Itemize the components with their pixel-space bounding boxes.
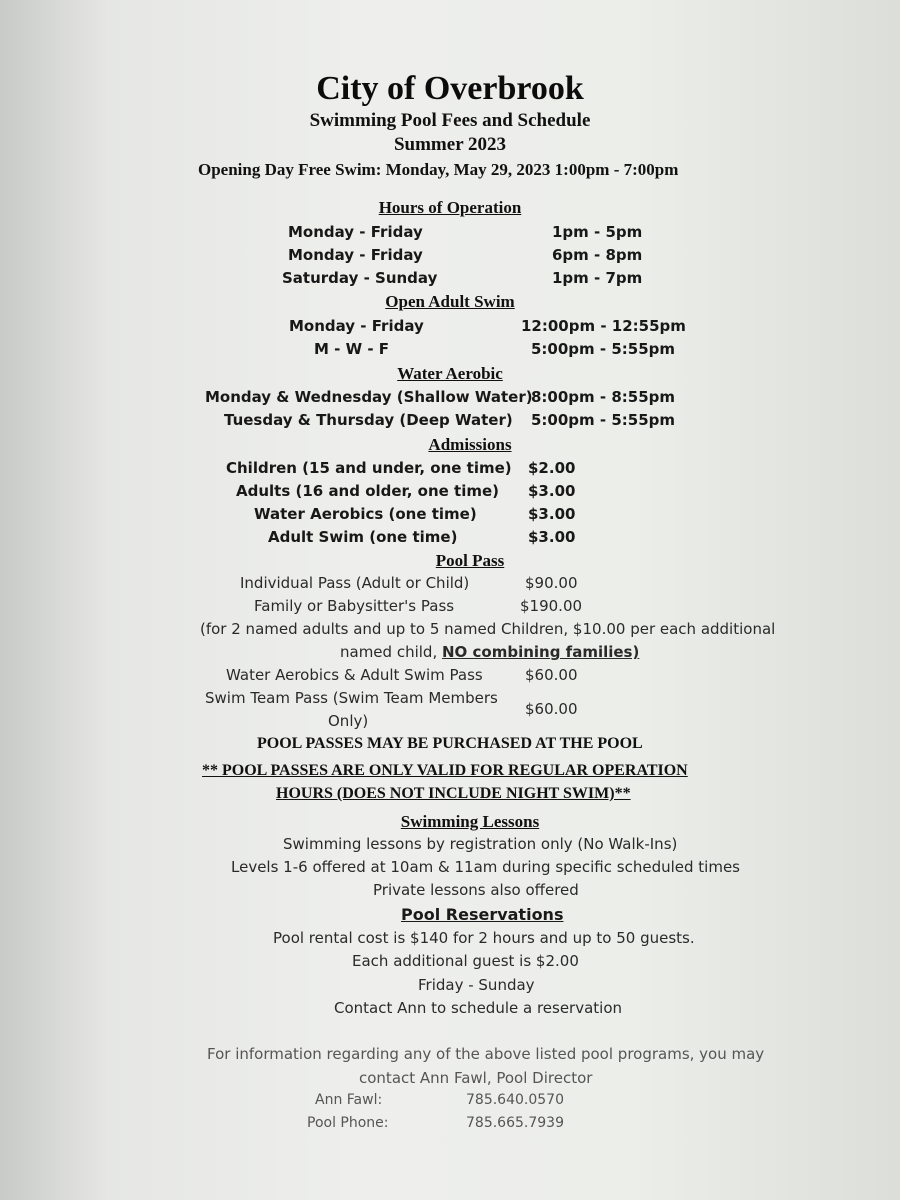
family-pass-label: Family or Babysitter's Pass [254, 597, 455, 615]
aerobic-time-1: 8:00pm - 8:55pm [531, 388, 676, 406]
contact-label-1: Ann Fawl: [315, 1092, 383, 1108]
subtitle-season: Summer 2023 [393, 134, 507, 155]
admissions-heading: Admissions [428, 435, 512, 454]
purchase-notice: POOL PASSES MAY BE PURCHASED AT THE POOL [257, 735, 643, 752]
subtitle-fees: Swimming Pool Fees and Schedule [309, 110, 591, 131]
reservations-line-1: Pool rental cost is $140 for 2 hours and up to 50 guests. [273, 929, 695, 947]
family-pass-price: $190.00 [520, 597, 583, 615]
lessons-line-1: Swimming lessons by registration only (No Walk-Ins) [283, 835, 678, 853]
admission-label-4: Adult Swim (one time) [268, 528, 458, 546]
admission-price-3: $3.00 [528, 505, 576, 523]
individual-pass-price: $90.00 [525, 574, 578, 592]
aerobic-day-1: Monday & Wednesday (Shallow Water) [205, 388, 533, 406]
page-title: City of Overbrook [316, 70, 584, 107]
aerobics-pass-label: Water Aerobics & Adult Swim Pass [226, 666, 483, 684]
admission-label-3: Water Aerobics (one time) [254, 505, 477, 523]
admission-price-1: $2.00 [528, 459, 576, 477]
hours-heading: Hours of Operation [378, 198, 522, 217]
info-line-1: For information regarding any of the above listed pool programs, you may [207, 1045, 765, 1063]
contact-phone-1: 785.640.0570 [466, 1092, 564, 1108]
family-note-emphasis: NO combining families) [441, 643, 640, 661]
team-pass-label-2: Only) [328, 712, 369, 730]
adult-swim-day-2: M - W - F [314, 340, 390, 358]
hours-day-2: Monday - Friday [288, 246, 423, 264]
individual-pass-label: Individual Pass (Adult or Child) [240, 574, 470, 592]
aerobic-day-2: Tuesday & Thursday (Deep Water) [224, 411, 513, 429]
aerobic-time-2: 5:00pm - 5:55pm [531, 411, 676, 429]
validity-notice-1: ** POOL PASSES ARE ONLY VALID FOR REGULAR OPERATION [202, 762, 688, 779]
hours-time-1: 1pm - 5pm [552, 223, 643, 241]
hours-time-2: 6pm - 8pm [552, 246, 643, 264]
admission-label-2: Adults (16 and older, one time) [236, 482, 500, 500]
family-pass-note-1: (for 2 named adults and up to 5 named Children, $10.00 per each additional [200, 620, 776, 638]
contact-phone-2: 785.665.7939 [466, 1115, 564, 1131]
hours-day-3: Saturday - Sunday [282, 269, 438, 287]
info-line-2: contact Ann Fawl, Pool Director [359, 1069, 593, 1087]
reservations-line-4: Contact Ann to schedule a reservation [334, 999, 623, 1017]
admission-label-1: Children (15 and under, one time) [226, 459, 512, 477]
reservations-line-2: Each additional guest is $2.00 [352, 952, 579, 970]
hours-time-3: 1pm - 7pm [552, 269, 643, 287]
aerobic-heading: Water Aerobic [397, 364, 503, 383]
adult-swim-time-2: 5:00pm - 5:55pm [531, 340, 676, 358]
opening-day-line: Opening Day Free Swim: Monday, May 29, 2023 1:00pm - 7:00pm [198, 160, 679, 179]
contact-label-2: Pool Phone: [307, 1115, 389, 1131]
admission-price-2: $3.00 [528, 482, 576, 500]
lessons-heading: Swimming Lessons [400, 812, 540, 831]
lessons-line-3: Private lessons also offered [373, 881, 579, 899]
admission-price-4: $3.00 [528, 528, 576, 546]
team-pass-label-1: Swim Team Pass (Swim Team Members [205, 689, 498, 707]
adult-swim-day-1: Monday - Friday [289, 317, 424, 335]
adult-swim-time-1: 12:00pm - 12:55pm [521, 317, 686, 335]
reservations-line-3: Friday - Sunday [418, 976, 535, 994]
aerobics-pass-price: $60.00 [525, 666, 578, 684]
reservations-heading: Pool Reservations [401, 905, 564, 924]
hours-day-1: Monday - Friday [288, 223, 423, 241]
validity-notice-2: HOURS (DOES NOT INCLUDE NIGHT SWIM)** [276, 785, 631, 802]
family-pass-note-2 [340, 643, 639, 661]
family-note-text: named child, [340, 643, 442, 661]
team-pass-price: $60.00 [525, 700, 578, 718]
adult-swim-heading: Open Adult Swim [385, 292, 515, 311]
pool-pass-heading: Pool Pass [435, 551, 505, 570]
lessons-line-2: Levels 1-6 offered at 10am & 11am during specific scheduled times [231, 858, 740, 876]
